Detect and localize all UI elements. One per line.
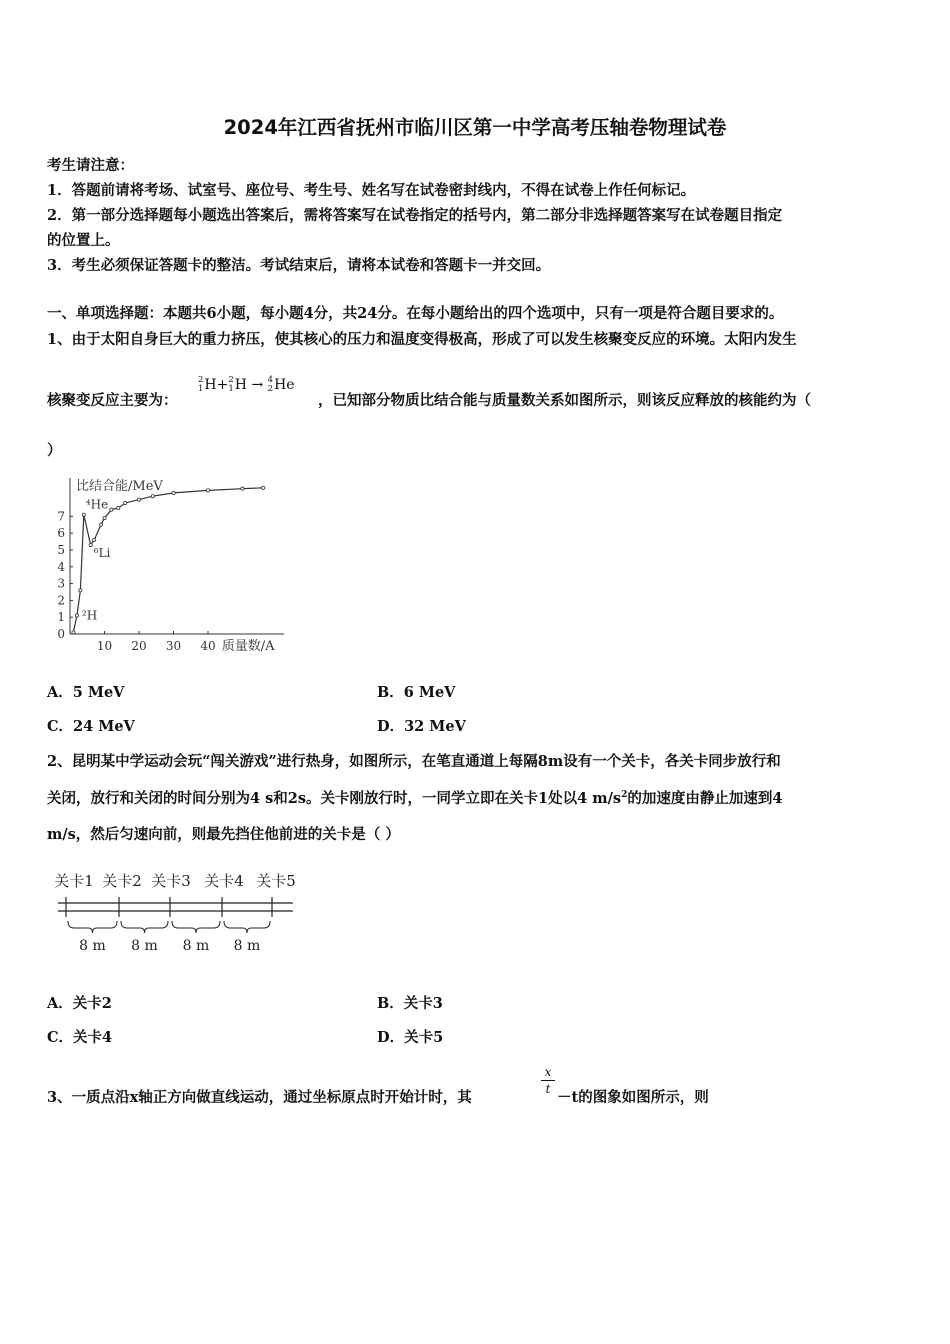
q1-option-d: D．32 MeV bbox=[377, 718, 466, 735]
data-point bbox=[110, 508, 113, 511]
y-tick-label: 5 bbox=[57, 543, 65, 557]
q1-binding-energy-chart bbox=[52, 470, 292, 660]
q1-option-b: B．6 MeV bbox=[377, 684, 456, 701]
x-tick-label: 40 bbox=[200, 639, 216, 653]
y-axis-label: 比结合能/MeV bbox=[76, 479, 163, 494]
x-axis-label: 质量数/A bbox=[221, 639, 275, 654]
q1-option-a: A．5 MeV bbox=[47, 684, 125, 701]
notice-item-1: 1．答题前请将考场、试室号、座位号、考生号、姓名写在试卷密封线内，不得在试卷上作任何标记。 bbox=[47, 182, 696, 199]
gate-label: 关卡2 bbox=[102, 872, 142, 890]
spacing-label: 8 m bbox=[131, 938, 158, 954]
q2-option-c: C．关卡4 bbox=[47, 1029, 113, 1046]
spacing-label: 8 m bbox=[182, 938, 210, 954]
x-tick-label: 10 bbox=[96, 639, 113, 653]
q1-line3: ） bbox=[47, 442, 62, 459]
notice-item-2-cont: 的位置上。 bbox=[47, 232, 120, 249]
y-tick-label: 7 bbox=[57, 509, 65, 524]
spacing-brace bbox=[121, 921, 168, 933]
q3-fraction-x-over-t: $\frac{x}{t}$ bbox=[541, 1064, 555, 1097]
annotation-label: ²H bbox=[81, 608, 98, 623]
q2-gates-figure bbox=[48, 866, 308, 961]
data-point bbox=[93, 538, 96, 541]
y-tick-label: 6 bbox=[57, 526, 65, 541]
data-point bbox=[79, 589, 82, 592]
y-tick-label: 2 bbox=[57, 593, 65, 608]
spacing-brace bbox=[172, 921, 220, 933]
data-point bbox=[124, 501, 127, 504]
q2-line3: m/s，然后匀速向前，则最先挡住他前进的关卡是（ ） bbox=[47, 826, 400, 843]
data-point bbox=[137, 498, 140, 501]
y-tick-label: 3 bbox=[57, 576, 65, 591]
spacing-label: 8 m bbox=[233, 938, 261, 954]
data-point bbox=[72, 631, 75, 634]
q1-line1: 1、由于太阳自身巨大的重力挤压，使其核心的压力和温度变得极高，形成了可以发生核聚变反应的环境。太阳内发生 bbox=[47, 331, 797, 348]
q1-option-c: C．24 MeV bbox=[47, 718, 135, 735]
data-point bbox=[172, 491, 175, 494]
annotation-label: ⁴He bbox=[85, 497, 109, 512]
notice-heading: 考生请注意： bbox=[47, 157, 134, 174]
data-point bbox=[151, 495, 154, 498]
q1-reaction-formula: 2 1H+2 1H → 4 2He bbox=[198, 375, 295, 394]
gate-label: 关卡1 bbox=[54, 872, 94, 890]
q3-line-a: 3、一质点沿x轴正方向做直线运动，通过坐标原点时开始计时，其 bbox=[47, 1089, 472, 1106]
x-tick-label: 20 bbox=[131, 639, 147, 653]
notice-item-3: 3．考生必须保证答题卡的整洁。考试结束后，请将本试卷和答题卡一并交回。 bbox=[47, 257, 551, 274]
notice-item-2: 2．第一部分选择题每小题选出答案后，需将答案写在试卷指定的括号内，第二部分非选择题答案写在试卷题目指定 bbox=[47, 207, 783, 224]
q2-option-b: B．关卡3 bbox=[377, 995, 443, 1012]
data-point bbox=[99, 523, 102, 526]
q3-line-b: －t的图象如图所示，则 bbox=[557, 1089, 709, 1106]
gate-label: 关卡4 bbox=[204, 872, 244, 890]
q2-line2: 关闭，放行和关闭的时间分别为4 s和2s。关卡刚放行时，一同学立即在关卡1处以4 $m/s^2$的加速度由静止加速到4 bbox=[47, 790, 783, 807]
data-point bbox=[241, 487, 244, 490]
spacing-brace bbox=[224, 921, 270, 933]
page-title: 2024年江西省抚州市临川区第一中学高考压轴卷物理试卷 bbox=[223, 116, 727, 139]
q2-option-d: D．关卡5 bbox=[377, 1029, 444, 1046]
annotation-label: ⁶Li bbox=[93, 545, 111, 560]
y-tick-label: 0 bbox=[57, 627, 65, 641]
y-tick-label: 1 bbox=[57, 610, 65, 625]
data-point bbox=[117, 506, 120, 509]
gate-label: 关卡3 bbox=[151, 872, 191, 890]
q1-line2b: ，已知部分物质比结合能与质量数关系如图所示，则该反应释放的核能约为（ bbox=[318, 392, 811, 409]
data-point bbox=[75, 614, 78, 617]
data-point bbox=[103, 516, 106, 519]
gate-label: 关卡5 bbox=[256, 872, 296, 890]
spacing-label: 8 m bbox=[79, 938, 106, 954]
q2-line1: 2、昆明某中学运动会玩“闯关游戏”进行热身，如图所示，在笔直通道上每隔8m设有一个关卡，各关卡同步放行和 bbox=[47, 753, 781, 770]
x-tick-label: 30 bbox=[165, 639, 182, 653]
data-point bbox=[89, 543, 92, 546]
data-point bbox=[82, 513, 85, 516]
section-heading: 一、单项选择题：本题共6小题，每小题4分，共24分。在每小题给出的四个选项中，只有一项是符合题目要求的。 bbox=[47, 305, 784, 322]
data-point bbox=[262, 486, 265, 489]
q2-option-a: A．关卡2 bbox=[47, 995, 112, 1012]
y-tick-label: 4 bbox=[57, 559, 65, 574]
data-point bbox=[206, 489, 209, 492]
spacing-brace bbox=[68, 921, 117, 933]
q1-line2a: 核聚变反应主要为： bbox=[47, 392, 178, 409]
